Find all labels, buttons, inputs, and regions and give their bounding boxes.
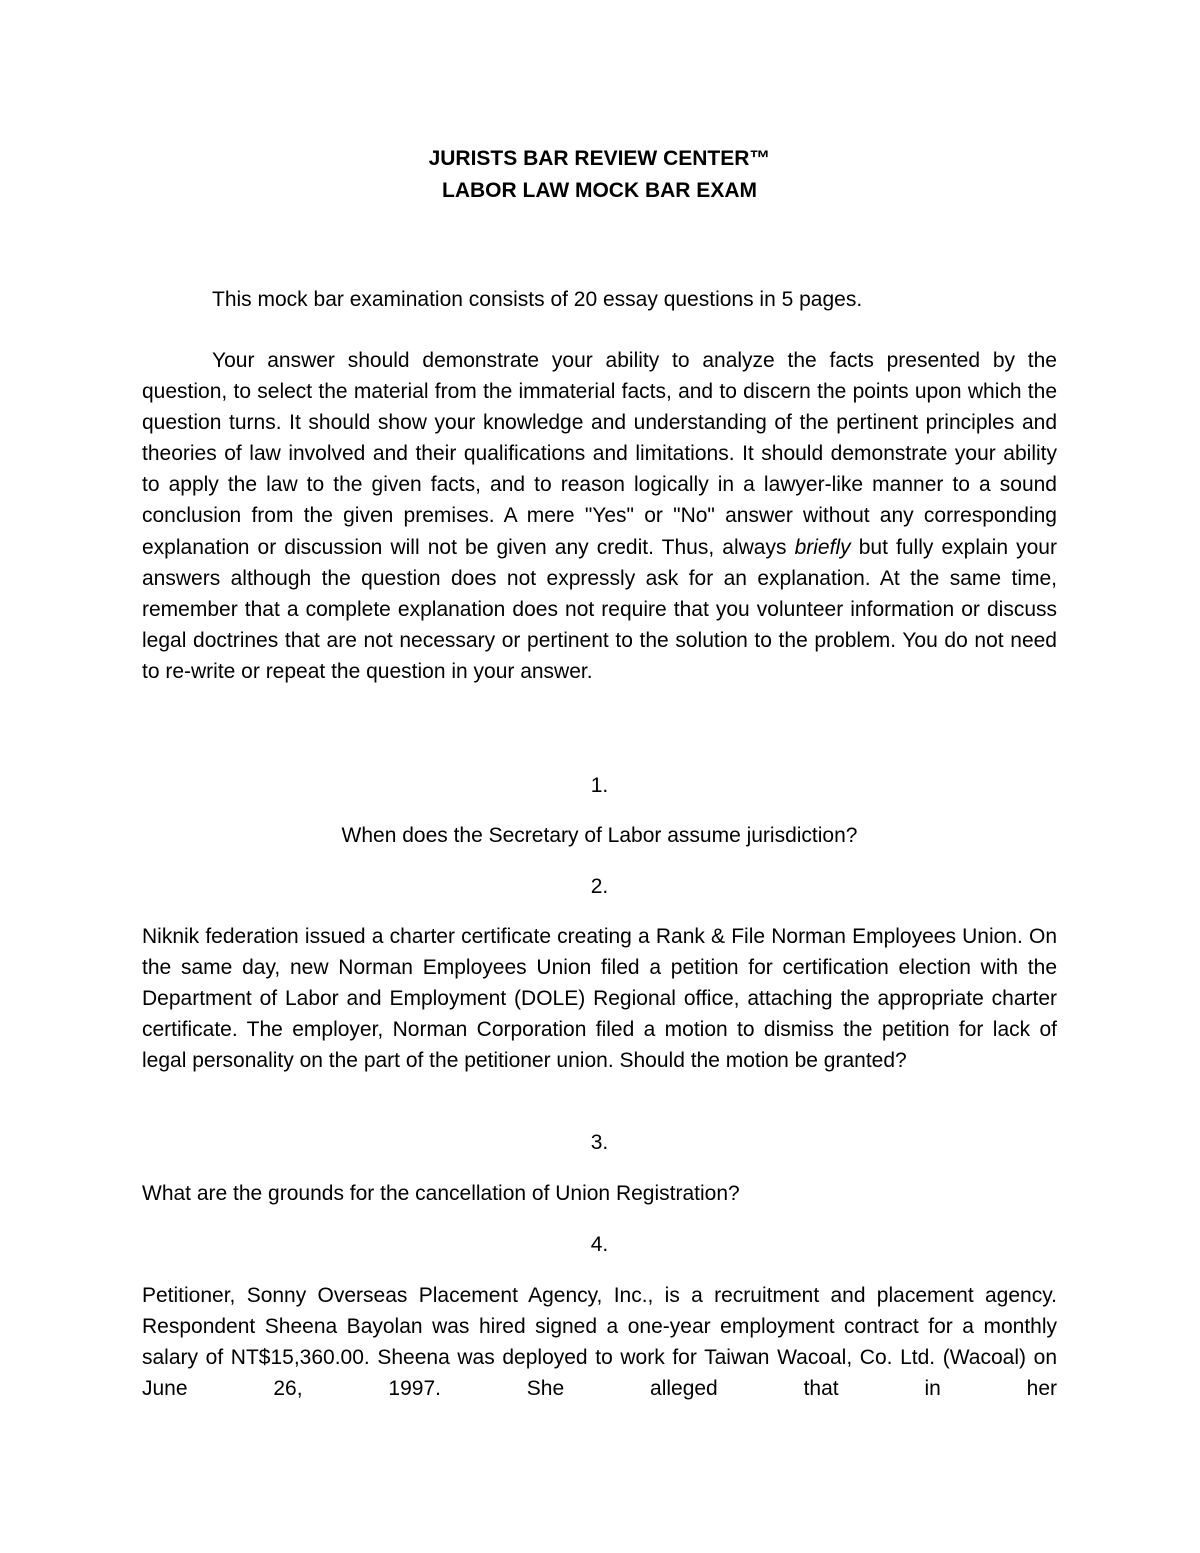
- document-page: [142, 0, 1057, 1553]
- question-3-text: What are the grounds for the cancellation of Union Registration?: [142, 1182, 740, 1205]
- question-3-number: 3.: [590, 1131, 609, 1154]
- instructions-paragraph: [142, 345, 1057, 687]
- instructions-emphasis: briefly: [794, 535, 851, 559]
- question-1-text: When does the Secretary of Labor assume jurisdiction?: [341, 824, 858, 847]
- question-2-text: Niknik federation issued a charter certificate creating a Rank & File Norman Employees Union. On the same day, new Norman Employees Union filed a petition for certification election with the Department of Labor and Employment (DOLE) Regional office, attaching the appropriate charter certificate. The employer, Norman Corporation filed a motion to dismiss the petition for lack of legal personality on the part of the petitioner union. Should the motion be granted?: [142, 925, 1057, 1072]
- header-subtitle: LABOR LAW MOCK BAR EXAM: [442, 179, 757, 202]
- question-4-text: Petitioner, Sonny Overseas Placement Agency, Inc., is a recruitment and placement agency. Respondent Sheena Bayolan was hired signed a one-year employment contract for a monthly salary of NT$15,360.00. Sheena was deployed to work for Taiwan Wacoal, Co. Ltd. (Wacoal) on June 26, 1997. She alleged that in her: [142, 1284, 1057, 1400]
- question-1-number: 1.: [590, 774, 609, 797]
- header-title: JURISTS BAR REVIEW CENTER™: [428, 147, 771, 170]
- question-2-number: 2.: [590, 875, 609, 898]
- question-4-number: 4.: [590, 1233, 609, 1256]
- instructions-text-part2: but fully explain your answers although the question does not expressly ask for an explanation. At the same time, remember that a complete explanation does not require that you volunteer information or discuss legal doctrines that are not necessary or pertinent to the solution to the problem. You do not need to re-write or repeat the question in your answer.: [142, 535, 1057, 683]
- document-header: [142, 143, 1057, 207]
- instructions-text-part1: Your answer should demonstrate your ability to analyze the facts presented by the question, to select the material from the immaterial facts, and to discern the points upon which the question turns. It should show your knowledge and understanding of the pertinent principles and theories of law involved and their qualifications and limitations. It should demonstrate your ability to apply the law to the given facts, and to reason logically in a lawyer-like manner to a sound conclusion from the given premises. A mere "Yes" or "No" answer without any corresponding explanation or discussion will not be given any credit. Thus, always: [142, 349, 1057, 559]
- intro-paragraph: This mock bar examination consists of 20 essay questions in 5 pages.: [212, 288, 863, 311]
